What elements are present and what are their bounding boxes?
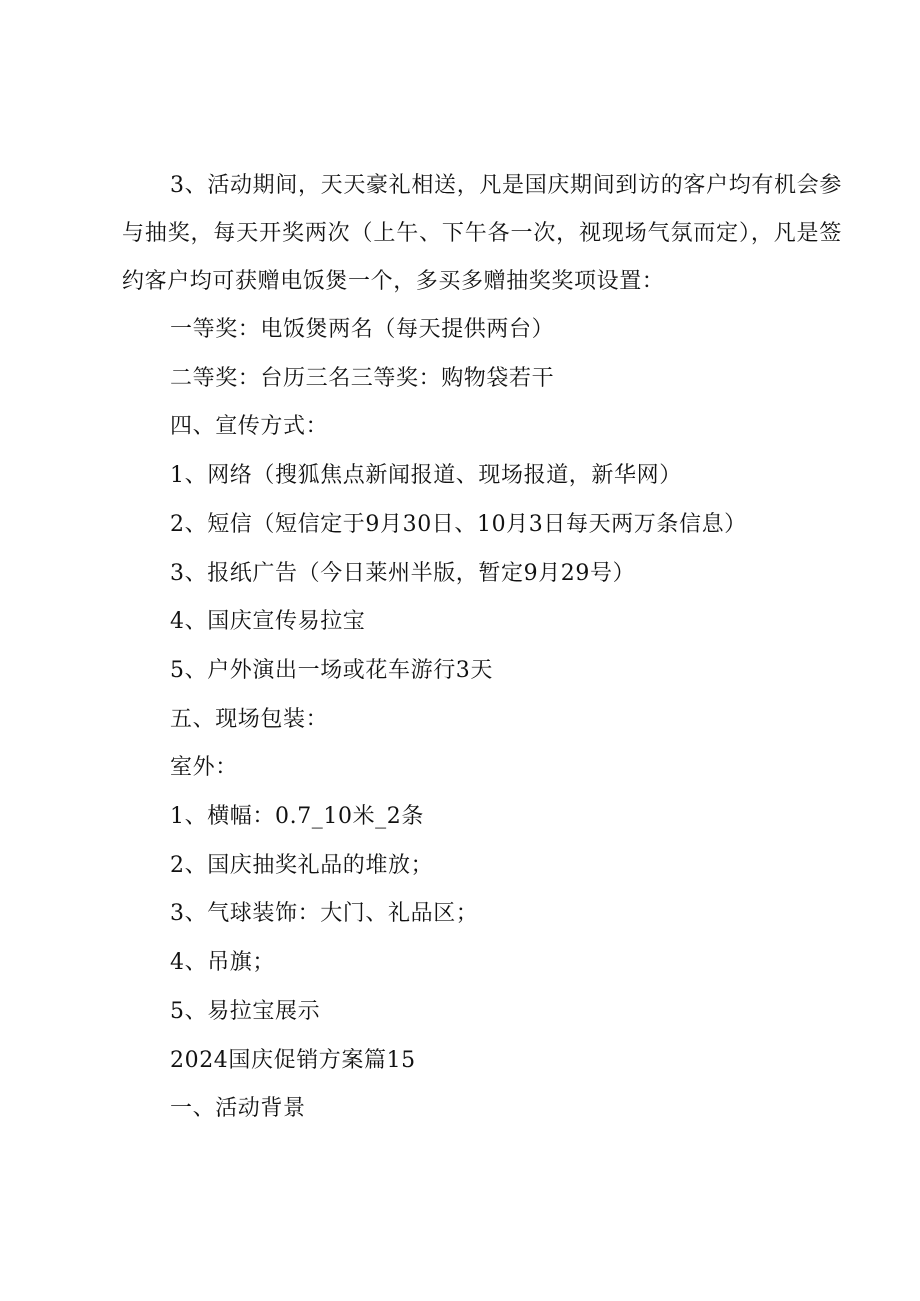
subheading-outdoor: 室外：	[170, 755, 238, 781]
packaging-item-gifts: 2、国庆抽奖礼品的堆放；	[170, 852, 434, 878]
plan-title: 2024国庆促销方案篇15	[170, 1047, 416, 1073]
promotion-item-rollup: 4、国庆宣传易拉宝	[170, 609, 366, 635]
promotion-item-newspaper: 3、报纸广告（今日莱州半版，暂定9月29号）	[170, 560, 636, 586]
activity-paragraph: 3、活动期间，天天豪礼相送，凡是国庆期间到访的客户均有机会参与抽奖，每天开奖两次（上午、下午各一次，视现场气氛而定），凡是签约客户均可获赠电饭煲一个，多买多赠抽奖奖项设置：	[122, 173, 842, 294]
packaging-item-rollup-display: 5、易拉宝展示	[170, 998, 321, 1024]
packaging-item-flags: 4、吊旗；	[170, 950, 275, 976]
second-third-prize-line: 二等奖：台历三名三等奖：购物袋若干	[170, 365, 555, 391]
promotion-item-outdoor: 5、户外演出一场或花车游行3天	[170, 657, 493, 683]
section-heading-packaging: 五、现场包装：	[170, 706, 329, 732]
promotion-item-network: 1、网络（搜狐焦点新闻报道、现场报道，新华网）	[170, 463, 682, 489]
section-heading-promotion: 四、宣传方式：	[170, 414, 329, 440]
packaging-item-banner: 1、横幅：0.7_10米_2条	[170, 804, 424, 830]
document-body	[122, 162, 842, 1134]
first-prize-line: 一等奖：电饭煲两名（每天提供两台）	[170, 317, 555, 342]
section-heading-background: 一、活动背景	[170, 1096, 306, 1122]
packaging-item-balloons: 3、气球装饰：大门、礼品区；	[170, 901, 479, 927]
promotion-item-sms: 2、短信（短信定于9月30日、10月3日每天两万条信息）	[170, 511, 747, 537]
